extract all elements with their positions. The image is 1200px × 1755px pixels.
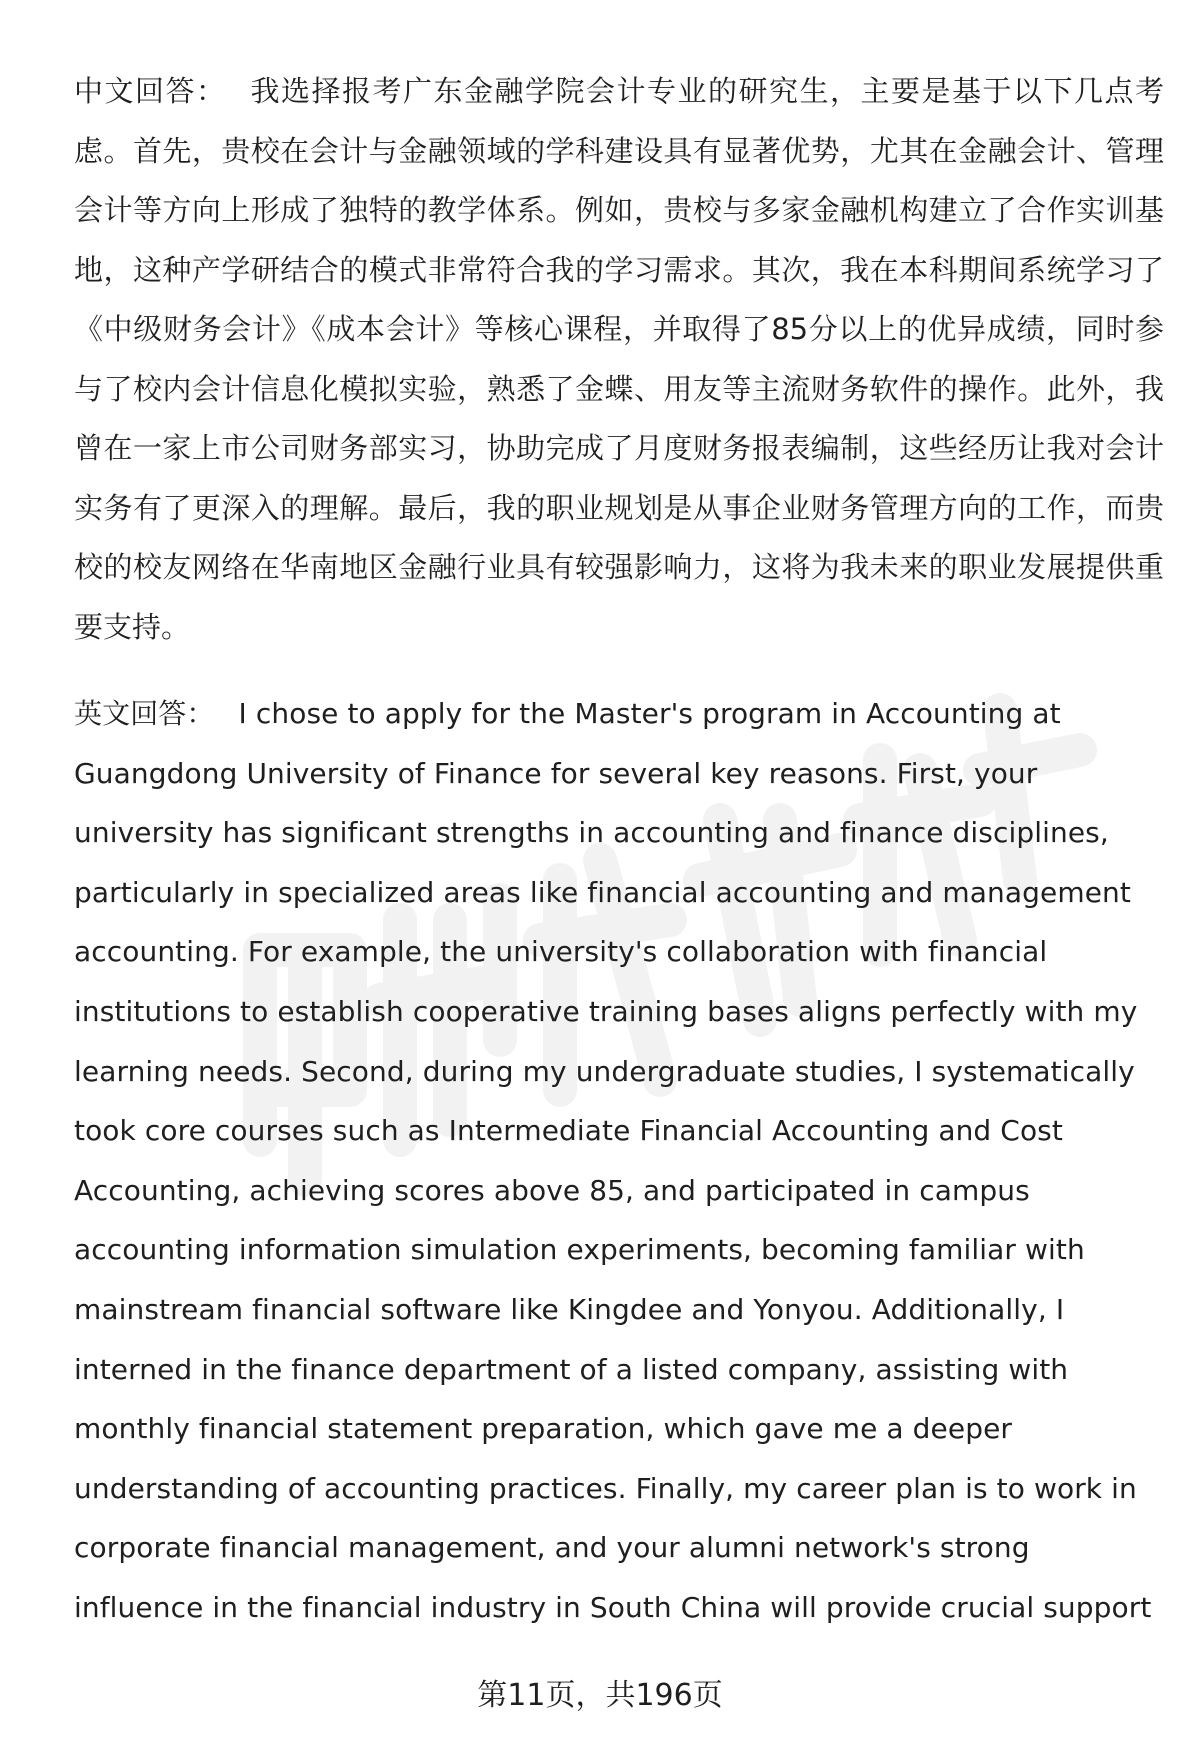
- page-number-footer: 第11页，共196页: [477, 1678, 723, 1713]
- chinese-answer-label: 中文回答：: [74, 74, 227, 108]
- english-answer-paragraph: [74, 684, 1164, 1638]
- english-answer-text: I chose to apply for the Master's program in Accounting at Guangdong University of Finance for several key reasons. First, your university has significant strengths in accounting and finance disciplines, particularly in specialized areas like financial accounting and management accounting. For example, the university's collaboration with financial institutions to establish cooperative training bases aligns perfectly with my learning needs. Second, during my undergraduate studies, I systematically took core courses such as Intermediate Financial Accounting and Cost Accounting, achieving scores above 85, and participated in campus accounting information simulation experiments, becoming familiar with mainstream financial software like Kingdee and Yonyou. Additionally, I interned in the finance department of a listed company, assisting with monthly financial statement preparation, which gave me a deeper understanding of accounting practices. Finally, my career plan is to work in corporate financial management, and your alumni network's strong influence in the financial industry in South China will provide crucial support: [74, 697, 1152, 1624]
- answer-content: [74, 62, 1164, 1638]
- chinese-answer-text: 我选择报考广东金融学院会计专业的研究生，主要是基于以下几点考虑。首先，贵校在会计与金融领域的学科建设具有显著优势，尤其在金融会计、管理会计等方向上形成了独特的教学体系。例如，贵校与多家金融机构建立了合作实训基地，这种产学研结合的模式非常符合我的学习需求。其次，我在本科期间系统学习了《中级财务会计》《成本会计》等核心课程，并取得了85分以上的优异成绩，同时参与了校内会计信息化模拟实验，熟悉了金蝶、用友等主流财务软件的操作。此外，我曾在一家上市公司财务部实习，协助完成了月度财务报表编制，这些经历让我对会计实务有了更深入的理解。最后，我的职业规划是从事企业财务管理方向的工作，而贵校的校友网络在华南地区金融行业具有较强影响力，这将为我未来的职业发展提供重要支持。: [74, 74, 1164, 644]
- english-answer-label: 英文回答：: [74, 697, 215, 730]
- chinese-answer-paragraph: [74, 62, 1164, 657]
